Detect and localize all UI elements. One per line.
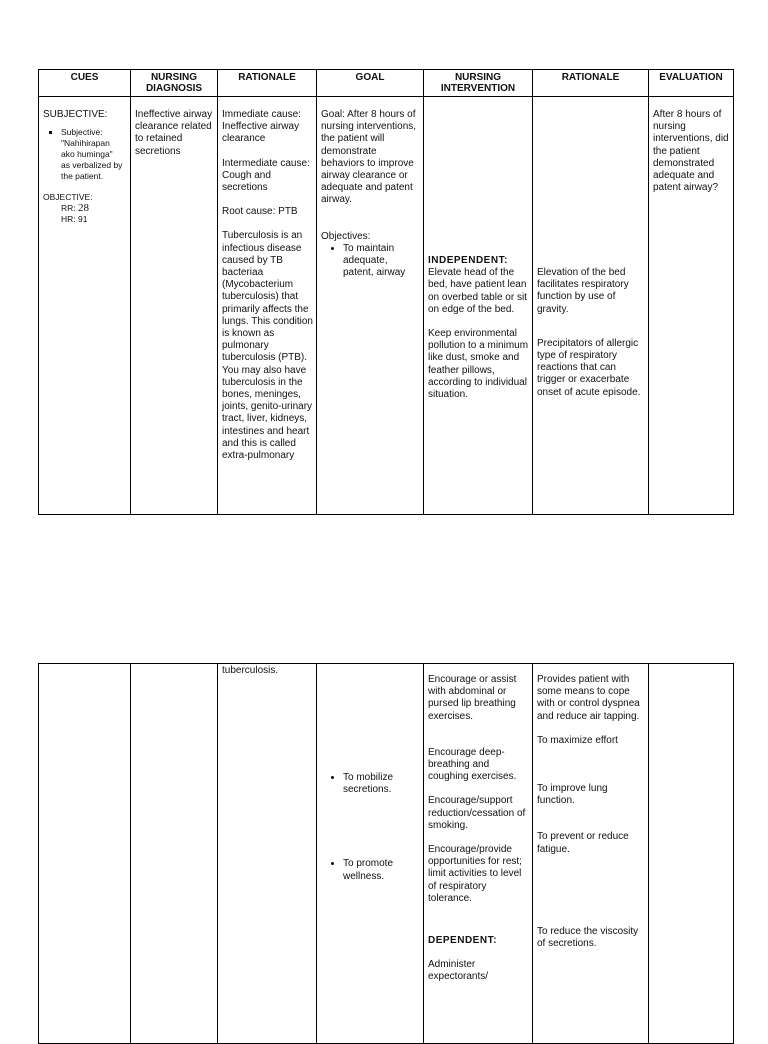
objectives-label: Objectives: xyxy=(321,230,371,242)
header-rationale-2: RATIONALE xyxy=(533,70,649,97)
evaluation-text: After 8 hours of nursing interventions, did the patient demonstrated adequate and patent airway? xyxy=(653,109,729,194)
header-evaluation: EVALUATION xyxy=(649,70,734,97)
continued-row xyxy=(39,664,734,1044)
header-row xyxy=(39,70,734,97)
goal-cell xyxy=(317,97,424,515)
objective-heading: OBJECTIVE: xyxy=(43,192,93,203)
independent-label: INDEPENDENT: xyxy=(428,255,508,266)
rr-label: RR: xyxy=(61,203,76,214)
intervention-cell-cont xyxy=(424,664,533,1044)
objective-1: • To maintain adequate, patent, airway xyxy=(343,243,420,280)
rr-value: 28 xyxy=(78,202,90,215)
cues-cell xyxy=(39,97,131,515)
content-row xyxy=(39,97,734,515)
tb-description: Tuberculosis is an infectious disease caused by TB bacteriaa (Mycobacterium tuberculosis) that primarily affects the lungs. This condition is known as pulmonary tuberculosis (PTB). You may also have tuberculosis in the bones, meninges, joints, genito-urinary tract, liver, kidneys, intestines and heart and this is called extra-pulmonary xyxy=(222,230,313,462)
objective-2: • To mobilize secretions. xyxy=(343,772,420,796)
cues-cell-cont xyxy=(39,664,131,1044)
header-nursing-diagnosis: NURSING DIAGNOSIS xyxy=(131,70,218,97)
diagnosis-cell-cont xyxy=(131,664,218,1044)
rationale2-3: Provides patient with some means to cope with or control dyspnea and reduce air tapping. xyxy=(537,674,640,722)
header-cues: CUES xyxy=(39,70,131,97)
intervention-6: Encourage/provide opportunities for rest; limit activities to level of respiratory tolerance. xyxy=(428,844,522,904)
subjective-heading: SUBJECTIVE: xyxy=(43,109,108,120)
rationale2-2: Precipitators of allergic type of respiratory reactions that can trigger or exacerbate onset of acute episode. xyxy=(537,337,641,398)
intervention-4: Encourage deep-breathing and coughing exercises. xyxy=(428,746,517,783)
header-nursing-intervention: NURSING INTERVENTION xyxy=(424,70,533,97)
hr-value: HR: 91 xyxy=(61,214,88,225)
goal-cell-cont xyxy=(317,664,424,1044)
diagnosis-text: Ineffective airway clearance related to retained secretions xyxy=(135,109,213,157)
rationale-cell xyxy=(218,97,317,515)
rationale2-4: To maximize effort xyxy=(537,734,618,746)
dependent-1: Administer expectorants/ xyxy=(428,959,489,983)
root-cause: Root cause: PTB xyxy=(222,206,298,218)
intervention-2: Keep environmental pollution to a minimum like dust, smoke and feather pillows, according to individual situation. xyxy=(428,328,529,401)
dependent-label: DEPENDENT: xyxy=(428,935,497,947)
intervention-1: Elevate head of the bed, have patient lean on overbed table or sit on edge of the bed. xyxy=(428,267,527,315)
subjective-item: ▪ Subjective: "Nahihirapan ako huminga" as verbalized by the patient. xyxy=(61,127,123,182)
evaluation-cell-cont xyxy=(649,664,734,1044)
header-rationale: RATIONALE xyxy=(218,70,317,97)
objective-3: • To promote wellness. xyxy=(343,858,420,882)
tb-description-continued: tuberculosis. xyxy=(222,665,279,676)
immediate-cause: Immediate cause: Ineffective airway clearance xyxy=(222,109,301,145)
intervention-cell xyxy=(424,97,533,515)
care-plan-table-page2 xyxy=(38,663,734,1044)
intermediate-cause: Intermediate cause: Cough and secretions xyxy=(222,157,310,194)
rationale2-1: Elevation of the bed facilitates respiratory function by use of gravity. xyxy=(537,267,629,315)
intervention-5: Encourage/support reduction/cessation of smoking. xyxy=(428,795,526,831)
rationale2-6: To prevent or reduce fatigue. xyxy=(537,831,629,855)
header-goal: GOAL xyxy=(317,70,424,97)
diagnosis-cell xyxy=(131,97,218,515)
evaluation-cell xyxy=(649,97,734,515)
care-plan-table-page1 xyxy=(38,69,734,515)
rationale2-5: To improve lung function. xyxy=(537,783,608,807)
rationale-cell-cont xyxy=(218,664,317,1044)
rationale2-cell xyxy=(533,97,649,515)
rationale2-cell-cont xyxy=(533,664,649,1044)
rationale2-7: To reduce the viscosity of secretions. xyxy=(537,925,639,950)
intervention-3: Encourage or assist with abdominal or pursed lip breathing exercises. xyxy=(428,674,517,722)
goal-text: Goal: After 8 hours of nursing interventions, the patient will demonstrate behaviors to improve airway clearance or adequate and patent airway. xyxy=(321,109,417,206)
